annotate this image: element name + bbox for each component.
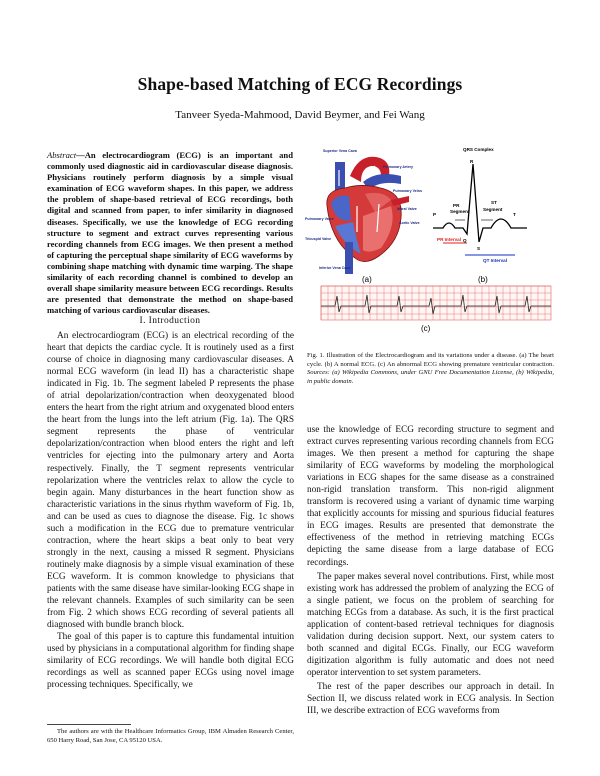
paragraph: An electrocardiogram (ECG) is an electrical recording of the heart that depicts the cardiac cycle. It is routinely used as a first course of choice in diagnosing many cardiovascular diseases. A normal ECG waveform (in lead II) has a characteristic shape indicated in Fig. 1b. The segment labeled P represents the phase of atrial depolarization/contraction when deoxygenated blood enters the heart from the right atrium and oxygenated blood enters the heart from the lungs into the left atrium (Fig. 1a). The QRS segment represents the phase of ventricular depolarization/contraction when blood enters the right and left ventricles for ejecting into the pulmonary artery and Aorta respectively. Finally, the T segment represents ventricular repolarization where the ventricles relax to allow the cycle to begin again. Many disturbances in the heart function show as characteristic variations in the sinus rhythm waveform of Fig. 1b, and can be used as cues to diagnose the disease. Fig. 1c shows such a modification in the ECG due to premature ventricular contraction, where the heart skips a beat only to beat very strongly in the next, causing a missed R segment. Physicians routinely make diagnosis by a simple visual examination of these ECG waveform. It is common knowledge to physicians that patients with the same disease have similar-looking ECG shape in the relevant channels. Examples of such similarity can be seen from Fig. 2 which shows ECG recording of several patients all diagnosed with bundle branch block.: [47, 331, 294, 631]
label-mitral-valve: Mitral Valve: [397, 207, 417, 211]
caption-text: Fig. 1. Illustration of the Electrocardiogram and its variations under a disease. (a) The heart cycle. (b) A normal ECG. (c) An abnormal ECG showing premature ventricular contraction.: [307, 352, 554, 368]
footnote: [47, 728, 294, 745]
label-r: R: [470, 159, 474, 164]
label-pulmonary-artery: Pulmonary Artery: [383, 165, 414, 169]
figure-caption: [307, 352, 554, 386]
label-qt-interval: QT Interval: [483, 258, 507, 263]
paragraph: use the knowledge of ECG recording structure to segment and extract curves representing various recording channels from ECG images. We then present a method for capturing the shape similarity of ECG waveforms by modeling the morphological variations in ECG shapes for the same disease as a constrained non-rigid translation transform. This non-rigid alignment transform is recovered using a variant of dynamic time warping that explicitly accounts for missing and spurious fiducial features in ECG images. Results are presented that demonstrate the effectiveness of the method in retrieving matching ECGs depicting the same disease from a large database of ECG recordings.: [307, 425, 554, 568]
ecg-trace: [433, 164, 527, 242]
label-qrs: QRS Complex: [463, 147, 494, 152]
label-pr-segment: Segment: [450, 209, 470, 214]
paragraph: The goal of this paper is to capture this fundamental intuition used by physicians in a computational algorithm for finding shape similarity of ECG recordings. We will handle both digital ECG recordings as well as scanned paper ECGs using novel image processing techniques. Specifically, we: [47, 632, 294, 691]
paragraph: The paper makes several novel contributions. First, while most existing work has addressed the problem of analyzing the ECG of a single patient, we focus on the problem of searching for matching ECGs from a database. As such, it is the first practical application of content-based retrieval techniques for diagnosis validation during decision support. Next, our system caters to both scanned and digital ECGs. Finally, our ECG waveform digitization algorithm is fully automatic and does not need operator intervention to set system parameters.: [307, 571, 554, 678]
figure-label-a: (a): [362, 275, 372, 284]
label-p: P: [433, 212, 437, 217]
label-q: Q: [463, 238, 467, 243]
body-column-right: [307, 424, 554, 717]
label-tricuspid-valve: Tricuspid Valve: [305, 237, 332, 241]
footnote-text: The authors are with the Healthcare Informatics Group, IBM Almaden Research Center, 650 Harry Road, San Jose, CA 95120 USA.: [47, 728, 294, 744]
label-pulmonary-valve: Pulmonary Valve: [305, 217, 334, 221]
label-st-segment: Segment: [483, 207, 503, 212]
label-aortic-valve: Aortic Valve: [399, 221, 420, 225]
body-column-left: [47, 330, 294, 691]
normal-ecg-diagram: [433, 147, 527, 263]
paper-title: Shape-based Matching of ECG Recordings: [137, 74, 463, 94]
paper-authors: Tanveer Syeda-Mahmood, David Beymer, and Fei Wang: [175, 109, 425, 121]
paragraph: The rest of the paper describes our approach in detail. In Section II, we discuss related work in ECG analysis. In Section III, we describe extraction of ECG waveforms from: [307, 681, 554, 717]
label-inferior-vena-cava: Inferior Vena Cava: [319, 266, 351, 270]
label-t: T: [513, 212, 516, 217]
label-st: ST: [491, 200, 497, 205]
figure-label-b: (b): [478, 275, 488, 284]
label-pr-interval: PR Interval: [437, 237, 461, 242]
figure-1: [305, 146, 555, 342]
footnote-rule: [47, 724, 131, 725]
label-pulmonary-veins: Pulmonary Veins: [393, 189, 422, 193]
ecg-paper: [321, 286, 551, 320]
label-pr: PR: [453, 203, 460, 208]
abstract: [47, 150, 293, 316]
figure-label-c: (c): [421, 324, 431, 333]
heart-diagram: [305, 149, 422, 274]
abnormal-ecg-strip: [321, 286, 551, 320]
label-superior-vena-cava: Superior Vena Cava: [323, 149, 357, 153]
caption-sources: Sources: (a) Wikipedia Commons, under GNU Free Documentation License, (b) Wikipedia, in public domain.: [307, 369, 554, 385]
section-heading-introduction: I. Introduction: [139, 316, 201, 326]
label-s: S: [477, 246, 481, 251]
abstract-text: —An electrocardiogram (ECG) is an important and commonly used diagnostic aid in cardiovascular disease diagnosis. Physicians routinely perform diagnosis by a simple visual examination of ECG waveform shapes. In this paper, we address the problem of shape-based retrieval of ECG recordings, both digital and scanned from paper, to infer similarity in diagnosed diseases. Specifically, we use the knowledge of ECG recording structure to segment and extract curves representing various recording channels from ECG images. We then present a method of capturing the perceptual shape similarity of ECG waveforms by combining shape matching with dynamic time warping. The shape similarity of each recording channel is combined to develop an overall shape similarity measure between ECG recordings. Results are presented that demonstrate the method on shape-based matching of various cardiovascular diseases.: [47, 150, 293, 316]
abstract-label: Abstract: [47, 150, 77, 160]
